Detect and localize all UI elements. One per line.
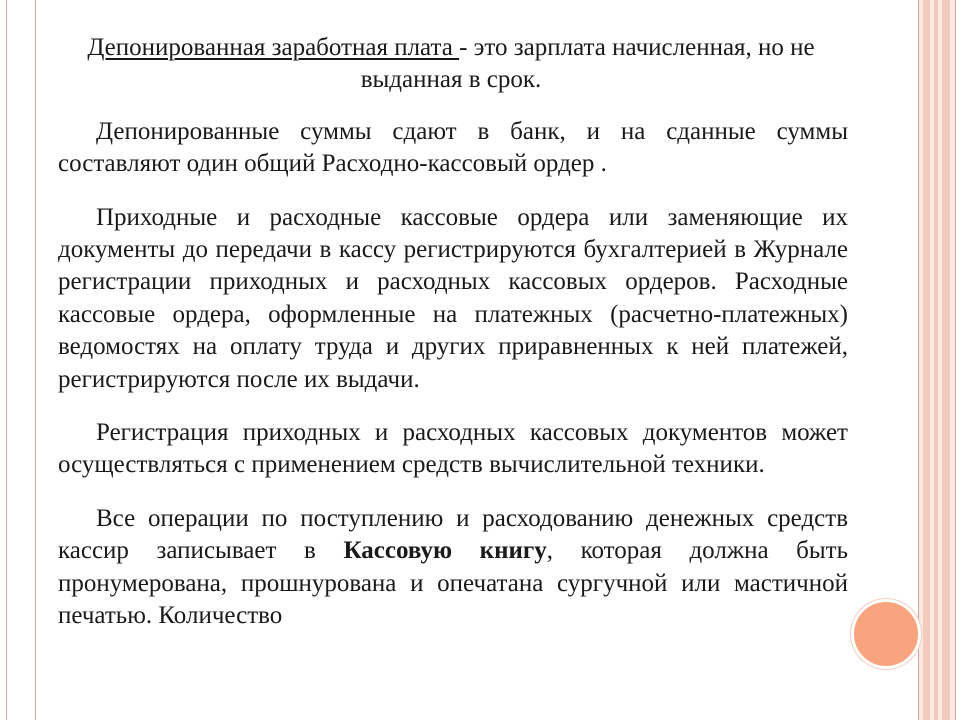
cash-book-term: Кассовую книгу [343,537,547,565]
cash-book-text-before: Все операции по поступлению и расходованию денежных средств кассир записывает в [58,504,848,565]
slide-body-text [58,32,848,654]
decorative-orange-circle [851,599,921,669]
defined-term: Депонированная заработная плата [87,34,460,61]
right-frame-decoration [918,0,956,720]
right-frame-stripe [942,0,950,720]
definition-paragraph [58,32,848,97]
paragraph-cash-book [58,503,848,633]
right-frame-stripe [923,0,930,720]
paragraph-deposit-bank: Депонированные суммы сдают в банк, и на сданные суммы составляют один общий Расходно-кассовый ордер . [58,117,848,178]
right-frame-stripe [934,0,938,720]
paragraph-order-registration: Приходные и расходные кассовые ордера или заменяющие их документы до передачи в кассу регистрируются бухгалтерией в Журнале регистрации приходных и расходных кассовых ордеров. Расходные кассовые ордера, оформленные на платежных (расчетно-платежных) ведомостях на оплату труда и других приравненных к ней платежей, регистрируются после их выдачи. [58,203,848,393]
definition-text: - это зарплата начисленная, но не выданная в срок. [360,34,815,94]
cash-book-text-after: , которая должна быть пронумерована, прошнурована и опечатана сургучной или мастичной печатью. Количество [58,537,849,630]
paragraph-computer-registration: Регистрация приходных и расходных кассовых документов может осуществляться с применением средств вычислительной техники. [58,419,848,479]
left-frame-decoration [6,0,36,720]
